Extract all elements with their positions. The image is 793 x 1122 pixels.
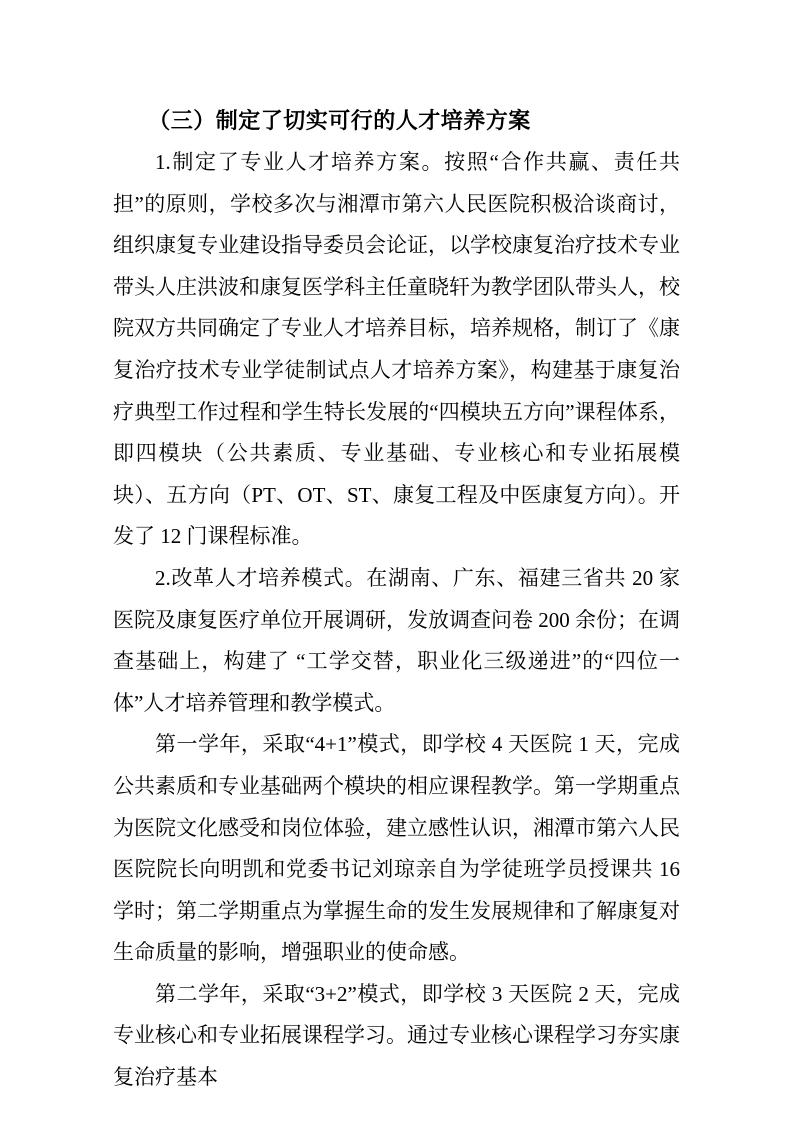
document-content	[113, 100, 680, 1099]
section-heading: （三）制定了切实可行的人才培养方案	[148, 108, 531, 133]
paragraph-2: 2.改革人才培养模式。在湖南、广东、福建三省共 20 家医院及康复医疗单位开展调研，发放调查问卷 200 余份；在调查基础上，构建了 “工学交替，职业化三级递进”的“四位一体”人才培养管理和教学模式。	[113, 565, 680, 715]
paragraph-4: 第二学年，采取“3+2”模式，即学校 3 天医院 2 天，完成专业核心和专业拓展课程学习。通过专业核心课程学习夯实康复治疗基本	[113, 981, 680, 1090]
paragraph-1: 1.制定了专业人才培养方案。按照“合作共赢、责任共担”的原则，学校多次与湘潭市第六人民医院积极洽谈商讨，组织康复专业建设指导委员会论证，以学校康复治疗技术专业带头人庄洪波和康复医学科主任童晓轩为教学团队带头人，校院双方共同确定了专业人才培养目标，培养规格，制订了《康复治疗技术专业学徒制试点人才培养方案》，构建基于康复治疗典型工作过程和学生特长发展的“四模块五方向”课程体系，即四模块（公共素质、专业基础、专业核心和专业拓展模块）、五方向（PT、OT、ST、康复工程及中医康复方向）。开发了 12 门课程标准。	[113, 150, 680, 549]
paragraph-3: 第一学年，采取“4+1”模式，即学校 4 天医院 1 天，完成公共素质和专业基础两个模块的相应课程教学。第一学期重点为医院文化感受和岗位体验，建立感性认识，湘潭市第六人民医院院长向明凯和党委书记刘琼亲自为学徒班学员授课共 16 学时；第二学期重点为掌握生命的发生发展规律和了解康复对生命质量的影响，增强职业的使命感。	[113, 732, 680, 965]
